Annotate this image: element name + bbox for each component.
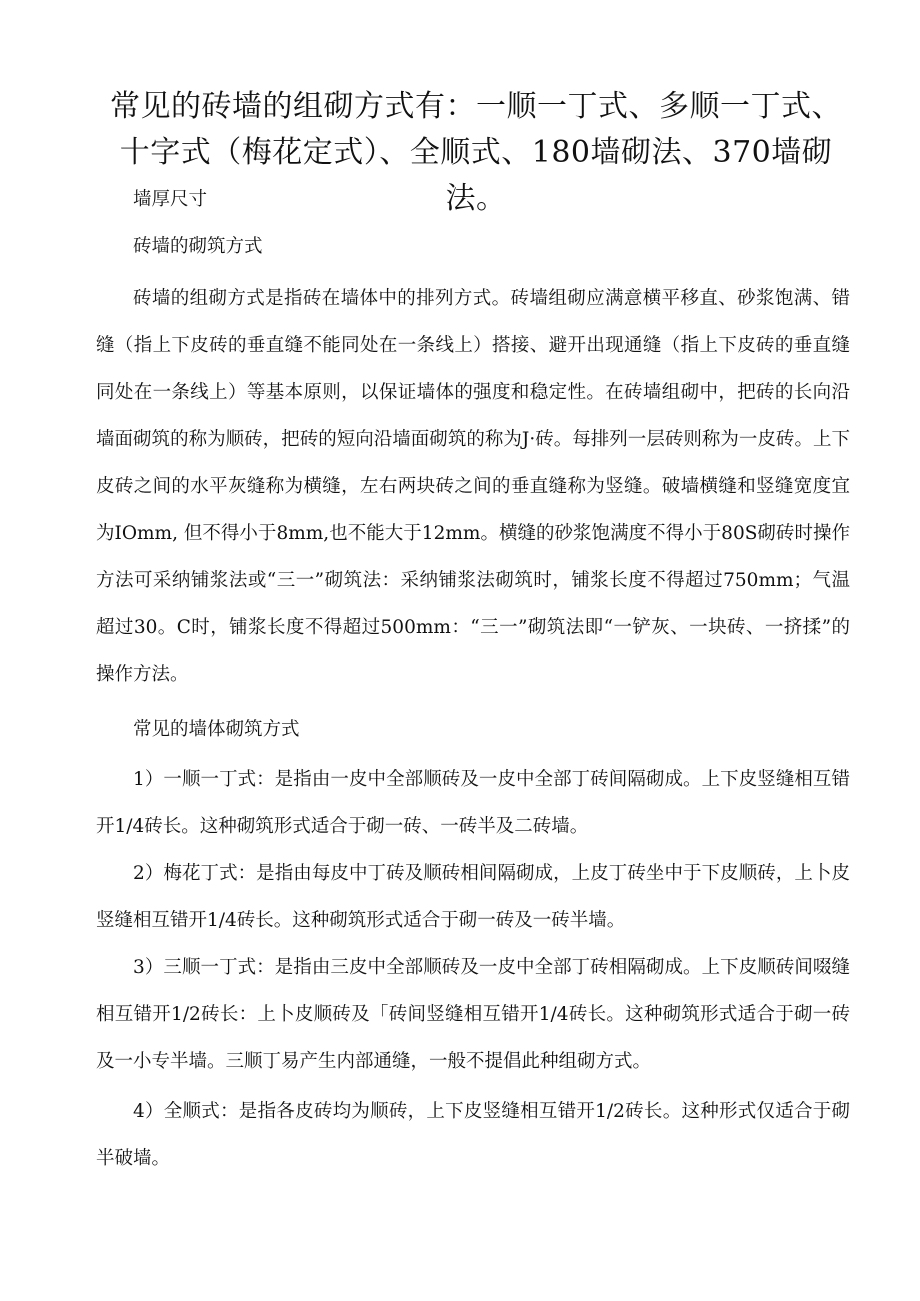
- list-item-4: 4）全顺式：是指各皮砖均为顺砖，上下皮竖缝相互错开1/2砖长。这种形式仅适合于砌半破墙。: [96, 1101, 850, 1169]
- list-item-2: 2）梅花丁式：是指由每皮中丁砖及顺砖相间隔砌成，上皮丁砖坐中于下皮顺砖，上卜皮竖缝相互错开1/4砖长。这种砌筑形式适合于砌一砖及一砖半墙。: [96, 863, 850, 931]
- heading-wall-thickness: 墙厚尺寸: [133, 189, 208, 210]
- paragraph-intro: 砖墙的组砌方式是指砖在墙体中的排列方式。砖墙组砌应满意横平移直、砂浆饱满、错缝（指上下皮砖的垂直缝不能同处在一条线上）搭接、避开出现通缝（指上下皮砖的垂直缝同处在一条线上）等基本原则，以保证墙体的强度和稳定性。在砖墙组砌中，把砖的长向沿墙面砌筑的称为顺砖，把砖的短向沿墙面砌筑的称为J·砖。每排列一层砖则称为一皮砖。上下皮砖之间的水平灰缝称为横缝，左右两块砖之间的垂直缝称为竖缝。破墙横缝和竖缝宽度宜为IOmm, 但不得小于8mm,也不能大于12mm。横缝的砂浆饱满度不得小于80S砌砖时操作方法可采纳铺浆法或“三一”砌筑法：采纳铺浆法砌筑时，铺浆长度不得超过750mm；气温超过30。C时，铺浆长度不得超过500mm：“三一”砌筑法即“一铲灰、一块砖、一挤揉”的操作方法。: [96, 288, 850, 685]
- list-item-1: 1）一顺一丁式：是指由一皮中全部顺砖及一皮中全部丁砖间隔砌成。上下皮竖缝相互错开1/4砖长。这种砌筑形式适合于砌一砖、一砖半及二砖墙。: [96, 769, 850, 837]
- document-title: 常见的砖墙的组砌方式有：一顺一丁式、多顺一丁式、十字式（梅花定式）、全顺式、180墙砌法、370墙砌法。: [110, 89, 842, 216]
- heading-common-methods: 常见的墙体砌筑方式: [133, 719, 300, 740]
- heading-masonry-method: 砖墙的砌筑方式: [133, 236, 263, 257]
- list-item-3: 3）三顺一丁式：是指由三皮中全部顺砖及一皮中全部丁砖相隔砌成。上下皮顺砖间啜缝相互错开1/2砖长：上卜皮顺砖及「砖间竖缝相互错开1/4砖长。这种砌筑形式适合于砌一砖及一小专半墙。三顺丁易产生内部通缝，一般不提倡此种组砌方式。: [96, 957, 850, 1072]
